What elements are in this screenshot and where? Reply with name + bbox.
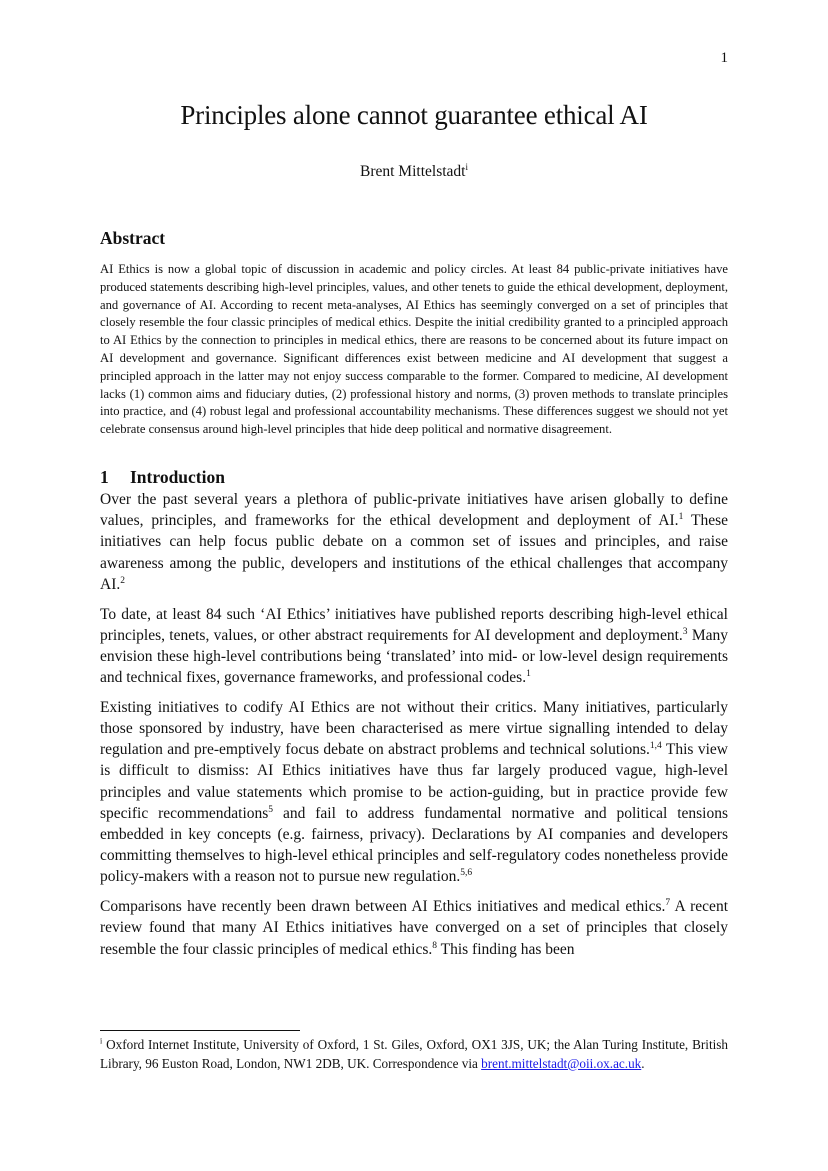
paragraph: [100, 604, 728, 689]
citation-ref: 2: [120, 575, 125, 586]
paragraph-text: This finding has been: [437, 940, 575, 958]
abstract-heading: Abstract: [100, 228, 166, 248]
page-number: 1: [720, 50, 728, 66]
paper-title: Principles alone cannot guarantee ethical AI: [180, 100, 648, 130]
citation-ref: 7: [665, 898, 671, 908]
footnote-divider: [100, 1030, 300, 1031]
paragraph: [100, 489, 728, 595]
main-text: [100, 489, 728, 968]
paragraph-text: Comparisons have recently been drawn between AI Ethics initiatives and medical ethics.: [100, 898, 666, 916]
author-name: Brent Mittelstadt: [360, 163, 466, 180]
citation-ref: 1,4: [649, 741, 662, 752]
email-link[interactable]: brent.mittelstadt@oii.ox.ac.uk: [481, 1055, 642, 1071]
paragraph-text: Many envision these high-level contributions being ‘translated’ into mid- or low-level design requirements and technical fixes, governance frameworks, and professional codes.: [100, 626, 728, 687]
paragraph-text: This view is difficult to dismiss: AI Ethics initiatives have thus far largely produced vague, high-level principles and value statements which promise to be action-guiding, but in practice provide few specific recommendations: [100, 741, 729, 822]
citation-ref: 8: [432, 940, 438, 951]
paragraph: [100, 896, 728, 960]
paragraph-text: To date, at least 84 such ‘AI Ethics’ initiatives have published reports describing high-level ethical principles, tenets, values, or other abstract requirements for AI development and deployment.: [100, 605, 728, 644]
footnote-end: .: [641, 1055, 645, 1071]
paragraph-text: A recent review found that many AI Ethics initiatives have converged on a set of principles that closely resemble the four classic principles of medical ethics.: [100, 898, 728, 958]
paragraph-text: Over the past several years a plethora of public-private initiatives have arisen globally to define values, principles, and frameworks for the ethical development and deployment of AI.: [100, 491, 728, 530]
author-line: [0, 163, 828, 181]
section-heading: [100, 467, 225, 488]
section-number: 1: [100, 467, 109, 487]
paragraph-text: and fail to address fundamental normative and political tensions embedded in key concepts (e.g. fairness, privacy). Declarations by AI companies and developers committing themselves to high-level ethical principles and self-regulatory codes nonetheless provide policy-makers with a reason not to pursue new regulation.: [100, 804, 728, 886]
abstract-text: AI Ethics is now a global topic of discussion in academic and policy circles. At least 84 public-private initiatives have produced statements describing high-level principles, values, and other tenets to guide the ethical development, deployment, and governance of AI. According to recent meta-analyses, AI Ethics has seemingly converged on a set of principles that closely resemble the four classic principles of medical ethics. Despite the initial credibility granted to a principled approach to AI Ethics by the connection to principles in medical ethics, there are reasons to be concerned about its future impact on AI development and governance. Significant differences exist between medicine and AI development that suggest a principled approach in the latter may not enjoy success comparable to the former. Compared to medicine, AI development lacks (1) common aims and fiduciary duties, (2) professional history and norms, (3) proven methods to translate principles into practice, and (4) robust legal and professional accountability mechanisms. These differences suggest we should not yet celebrate consensus around high-level principles that hide deep political and normative disagreement.: [100, 262, 728, 437]
paragraph-text: These initiatives can help focus public debate on a common set of issues and principles, and raise awareness among the public, developers and institutions of the ethical challenges that accompany AI.: [100, 512, 728, 593]
section-title: Introduction: [130, 467, 225, 487]
paragraph: [100, 697, 728, 888]
citation-ref: 5,6: [460, 868, 473, 879]
footnote-marker: i: [100, 1036, 103, 1046]
author-footnote-marker: i: [465, 161, 468, 172]
footnote-text: Oxford Internet Institute, University of Oxford, 1 St. Giles, Oxford, OX1 3JS, UK; the Alan Turing Institute, British Library, 96 Euston Road, London, NW1 2DB, UK. Correspondence via: [100, 1037, 728, 1071]
citation-ref: 3: [682, 626, 688, 637]
paragraph-text: Existing initiatives to codify AI Ethics are not without their critics. Many initiatives, particularly those sponsored by industry, have been characterised as mere virtue signalling intended to delay regulation and pre-emptively focus debate on abstract problems and technical solutions.: [100, 698, 728, 759]
citation-ref: 1: [526, 668, 531, 679]
footnote: [100, 1036, 728, 1073]
citation-ref: 1: [678, 512, 684, 523]
citation-ref: 5: [268, 804, 274, 815]
